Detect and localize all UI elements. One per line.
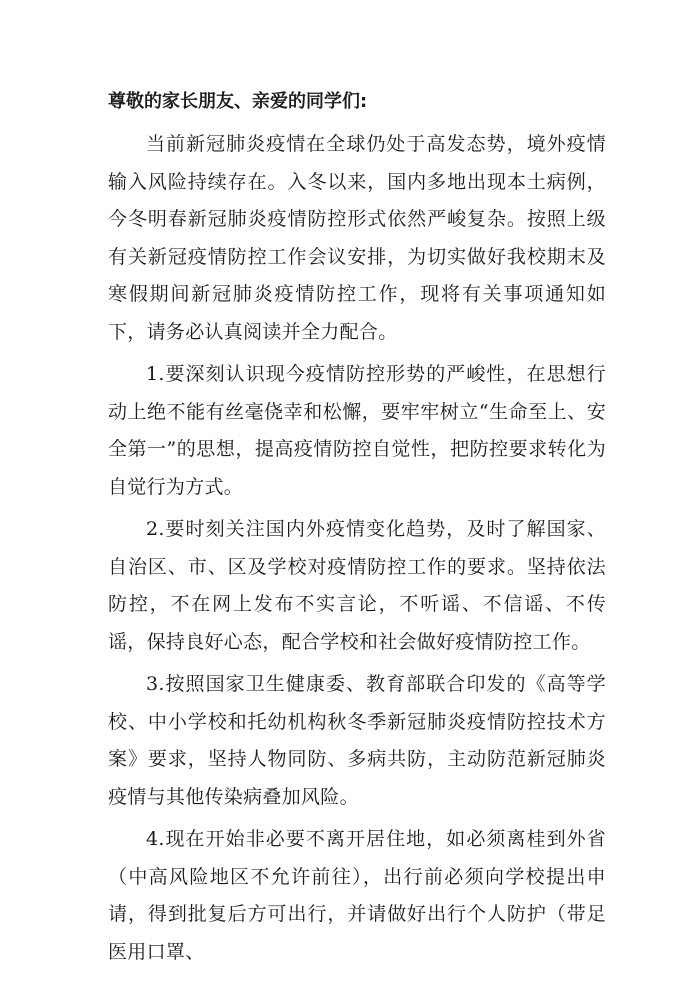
paragraph-item-1: 1.要深刻认识现今疫情防控形势的严峻性，在思想行动上绝不能有丝毫侥幸和松懈，要牢牢树立“生命至上、安全第一”的思想，提高疫情防控自觉性，把防控要求转化为自觉行为方式。 (108, 363, 606, 498)
document-page (108, 90, 606, 976)
paragraph-item-2: 2.要时刻关注国内外疫情变化趋势，及时了解国家、自治区、市、区及学校对疫情防控工作的要求。坚持依法防控，不在网上发布不实言论，不听谣、不信谣、不传谣，保持良好心态，配合学校和社会做好疫情防控工作。 (108, 518, 606, 653)
paragraph-item-3: 3.按照国家卫生健康委、教育部联合印发的《高等学校、中小学校和托幼机构秋冬季新冠肺炎疫情防控技术方案》要求，坚持人物同防、多病共防，主动防范新冠肺炎疫情与其他传染病叠加风险。 (108, 673, 606, 808)
paragraph-intro: 当前新冠肺炎疫情在全球仍处于高发态势，境外疫情输入风险持续存在。入冬以来，国内多地出现本土病例，今冬明春新冠肺炎疫情防控形式依然严峻复杂。按照上级有关新冠疫情防控工作会议安排，为切实做好我校期末及寒假期间新冠肺炎疫情防控工作，现将有关事项通知如下，请务必认真阅读并全力配合。 (108, 133, 606, 343)
salutation: 尊敬的家长朋友、亲爱的同学们: (108, 91, 368, 112)
paragraph-item-4: 4.现在开始非必要不离开居住地，如必须离桂到外省（中高风险地区不允许前往），出行前必须向学校提出申请，得到批复后方可出行，并请做好出行个人防护（带足医用口罩、 (108, 828, 606, 963)
